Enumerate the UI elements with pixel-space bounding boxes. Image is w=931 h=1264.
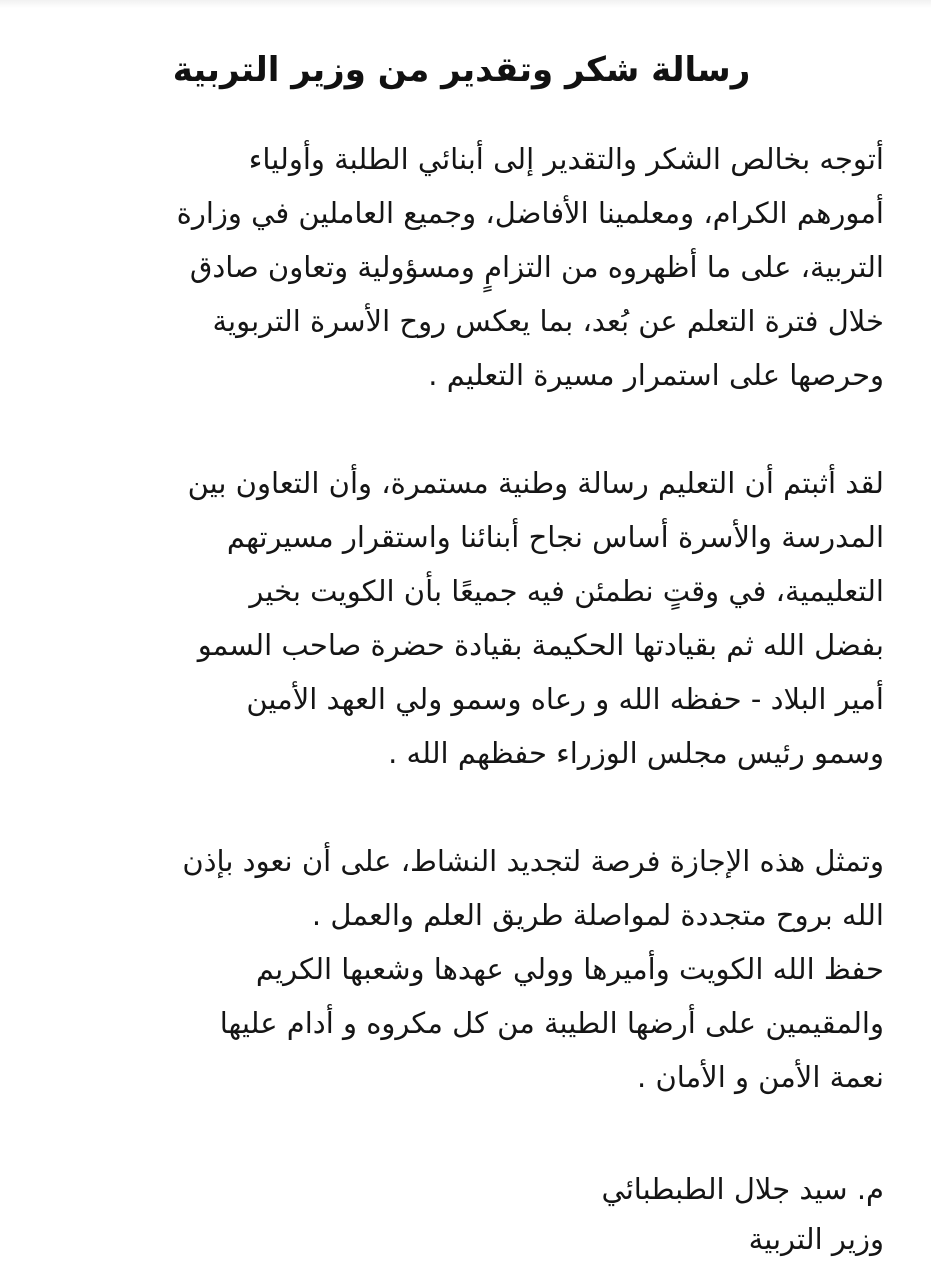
text-line: وسمو رئيس مجلس الوزراء حفظهم الله . (388, 736, 884, 770)
text-line: أتوجه بخالص الشكر والتقدير إلى أبنائي الطلبة وأولياء (248, 142, 884, 176)
letter-body (39, 132, 884, 1104)
signatory-position: وزير التربية (748, 1222, 884, 1256)
text-line: أمير البلاد - حفظه الله و رعاه وسمو ولي العهد الأمين (246, 682, 884, 716)
paragraph-spacer (39, 780, 884, 834)
letter-title: رسالة شكر وتقدير من وزير التربية (172, 50, 751, 90)
text-line: حفظ الله الكويت وأميرها وولي عهدها وشعبها الكريم (255, 952, 884, 986)
text-line: لقد أثبتم أن التعليم رسالة وطنية مستمرة، وأن التعاون بين (187, 466, 884, 500)
signature-block (39, 1164, 884, 1264)
text-line: بفضل الله ثم بقيادتها الحكيمة بقيادة حضرة صاحب السمو (197, 628, 884, 662)
text-line: الله بروح متجددة لمواصلة طريق العلم والعمل . (311, 898, 884, 932)
text-line: التعليمية، في وقتٍ نطمئن فيه جميعًا بأن الكويت بخير (249, 574, 884, 608)
text-line: خلال فترة التعلم عن بُعد، بما يعكس روح الأسرة التربوية (212, 304, 884, 338)
text-line: أمورهم الكرام، ومعلمينا الأفاضل، وجميع العاملين في وزارة (176, 196, 884, 230)
text-line: وحرصها على استمرار مسيرة التعليم . (428, 358, 884, 392)
text-line: وتمثل هذه الإجازة فرصة لتجديد النشاط، على أن نعود بإذن (182, 844, 884, 878)
text-line: نعمة الأمن و الأمان . (637, 1060, 884, 1094)
paragraph-holiday-wishes (39, 834, 884, 1104)
letter-document (39, 0, 884, 1264)
text-line: التربية، على ما أظهروه من التزامٍ ومسؤولية وتعاون صادق (189, 250, 884, 284)
paragraph-thanks (39, 132, 884, 402)
signatory-name: م. سيد جلال الطبطبائي (601, 1172, 884, 1206)
paragraph-spacer (39, 402, 884, 456)
text-line: المدرسة والأسرة أساس نجاح أبنائنا واستقرار مسيرتهم (226, 520, 884, 554)
text-line: والمقيمين على أرضها الطيبة من كل مكروه و أدام عليها (219, 1006, 884, 1040)
paragraph-national-message (39, 456, 884, 780)
